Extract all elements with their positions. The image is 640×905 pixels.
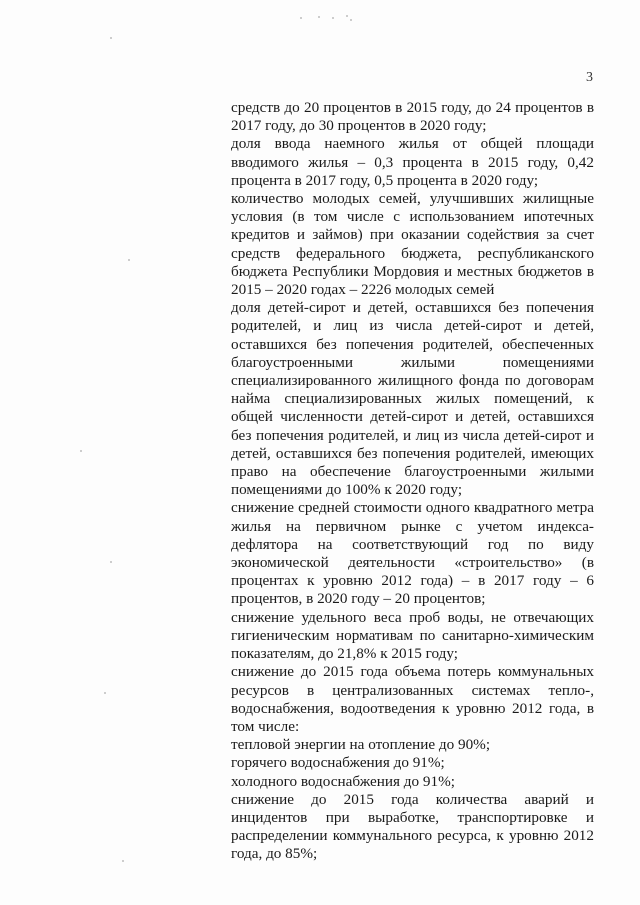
scan-speck	[110, 37, 112, 39]
paragraph-rental-housing-share: доля ввода наемного жилья от общей площади вводимого жилья – 0,3 процента в 2015 году, 0,42 процента в 2017 году, 0,5 процента в 2020 году;	[231, 135, 594, 189]
scan-speck	[346, 15, 348, 17]
page-number: 3	[586, 70, 593, 85]
scan-speck	[300, 17, 302, 19]
scan-speck	[80, 450, 82, 452]
scan-speck	[104, 692, 106, 694]
scan-speck	[110, 561, 112, 563]
scan-speck	[128, 259, 130, 261]
list-item-hot-water: горячего водоснабжения до 91%;	[231, 754, 445, 772]
scan-speck	[332, 17, 334, 19]
paragraph-price-reduction: снижение средней стоимости одного квадратного метра жилья на первичном рынке с учетом индекса-дефлятора на соответствующий год по виду экономической деятельности «строительство» (в процентах к уровню 2012 года) – в 2017 году – 6 процентов, в 2020 году – 20 процентов;	[231, 499, 594, 608]
paragraph-young-families: количество молодых семей, улучшивших жилищные условия (в том числе с использованием ипотечных кредитов и займов) при оказании содействия за счет средств федерального бюджета, республиканского бюджета Республики Мордовия и местных бюджетов в 2015 – 2020 годах – 2226 молодых семей	[231, 190, 594, 299]
document-body	[231, 99, 594, 864]
list-item-heat-energy: тепловой энергии на отопление до 90%;	[231, 736, 491, 754]
scan-speck	[122, 860, 124, 862]
list-item-cold-water: холодного водоснабжения до 91%;	[231, 772, 455, 790]
paragraph-water-samples: снижение удельного веса проб воды, не отвечающих гигиеническим нормативам по санитарно-химическим показателям, до 21,8% к 2015 году;	[231, 608, 594, 663]
paragraph-housing-funds: средств до 20 процентов в 2015 году, до 24 процентов в 2017 году, до 30 процентов в 2020 году;	[231, 99, 594, 135]
paragraph-orphans-housing: доля детей-сирот и детей, оставшихся без попечения родителей, и лиц из числа детей-сирот и детей, оставшихся без попечения родителей, обеспеченных благоустроенными жилыми помещениями специализированного жилищного фонда по договорам найма специализированных жилых помещений, к общей численности детей-сирот и детей, оставшихся без попечения родителей, и лиц из числа детей-сирот и детей, оставшихся без попечения родителей, имеющих право на обеспечение благоустроенными жилыми помещениями до 100% к 2020 году;	[231, 299, 594, 499]
scan-speck	[350, 19, 352, 21]
paragraph-utility-losses: снижение до 2015 года объема потерь коммунальных ресурсов в централизованных системах тепло-, водоснабжения, водоотведения к уровню 2012 года, в том числе:	[231, 663, 594, 735]
scan-speck	[318, 16, 320, 18]
paragraph-accidents-reduction: снижение до 2015 года количества аварий и инцидентов при выработке, транспортировке и распределении коммунального ресурса, к уровню 2012 года, до 85%;	[231, 790, 594, 863]
